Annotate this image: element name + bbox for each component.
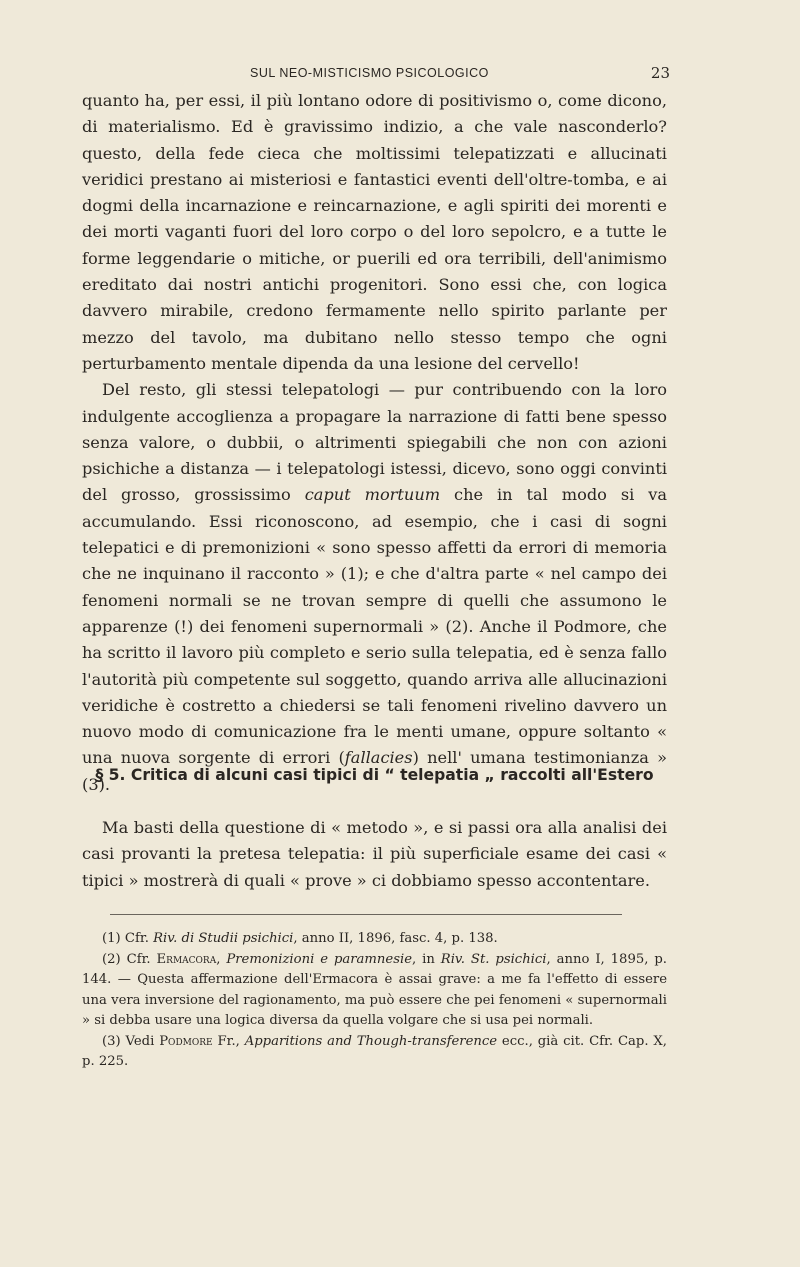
footnotes <box>82 929 667 1073</box>
footnote-divider <box>110 914 622 915</box>
footnote-2 <box>82 950 667 1032</box>
footnote-2-journal: Riv. St. psichici <box>440 951 547 967</box>
footnote-2-d: , anno I, 1895, p. 144. — Questa affermazione dell'Ermacora è assai grave: a me fa l'effetto di essere una vera inversione del ragionamento, ma può essere che pei fenomeni « supernormali » si debba usare una logica diversa da quella volgare che si usa pei normali. <box>82 951 667 1028</box>
footnote-3-a: (3) Vedi <box>102 1033 160 1049</box>
footnote-3-title: Apparitions and Though-transference <box>244 1033 498 1049</box>
footnote-1 <box>82 929 667 950</box>
footnote-3-c: ecc., già cit. Cfr. Cap. X, p. 225. <box>82 1033 667 1069</box>
footnote-2-author: Ermacora <box>156 951 217 967</box>
paragraph-1: quanto ha, per essi, il più lontano odore di positivismo o, come dicono, di materialismo. Ed è gravissimo indizio, a che vale nasconderlo? questo, della fede cieca che moltissimi telepatizzati e allucinati veridici prestano ai misteriosi e fantastici eventi dell'oltre-tomba, e ai dogmi della incarnazione e reincarnazione, e agli spiriti dei morenti e dei morti vaganti fuori del loro corpo o del loro sepolcro, e a tutte le forme leggendarie o mitiche, or puerili ed ora terribili, dell'animismo ereditato dai nostri antichi progenitori. Sono essi che, con logica davvero mirabile, credono fermamente nello spirito parlante per mezzo del tavolo, ma dubitano nello stesso tempo che ogni perturbamento mentale dipenda da una lesione del cervello! <box>82 91 667 373</box>
fallacies-term: fallacies <box>344 748 413 768</box>
page-header <box>82 66 670 86</box>
footnote-1-title: Riv. di Studii psichici <box>153 931 294 946</box>
paragraph-2-part-c: ) nell' umana testimonianza » (3). <box>82 748 667 794</box>
paragraph-2-part-b: che in tal modo si va accumulando. Essi riconoscono, ad esempio, che i casi di sogni telepatici e di premonizioni « sono spesso affetti da errori di memoria che ne inquinano il racconto » (1); e che d'altra parte « nel campo dei fenomeni normali se ne trovan sempre di quelli che assumono le apparenze (!) dei fenomeni supernormali » (2). Anche il Podmore, che ha scritto il lavoro più completo e serio sulla telepatia, ed è senza fallo l'autorità più competente sul soggetto, quando arriva alle allucinazioni veridiche è costretto a chiedersi se tali fenomeni rivelino davvero un nuovo modo di comunicazione fra le menti umane, oppure soltanto « una nuova sorgente di errori ( <box>82 485 667 768</box>
body-text <box>82 88 667 798</box>
paragraph-2-part-a: Del resto, gli stessi telepatologi — pur contribuendo con la loro indulgente accoglienza a propagare la narrazione di fatti bene spesso senza valore, o dubbii, o altrimenti spiegabili che non con azioni psichiche a distanza — i telepatologi istessi, dicevo, sono oggi convinti del grosso, grossissimo <box>82 380 667 505</box>
footnote-2-c: , in <box>412 951 441 967</box>
footnote-2-b: , <box>216 951 227 967</box>
footnote-1-b: , anno II, 1896, fasc. 4, p. 138. <box>293 931 498 946</box>
section-paragraph-text: Ma basti della questione di « metodo », e si passi ora alla analisi dei casi provanti la pretesa telepatia: il più superficiale esame dei casi « tipici » mostrerà di quali « prove » ci dobbiamo spesso accontentare. <box>82 818 667 890</box>
footnote-3-author: Podmore <box>159 1033 213 1049</box>
footnote-3 <box>82 1032 667 1073</box>
footnote-3-b: Fr., <box>212 1033 245 1049</box>
footnote-2-title: Premonizioni e paramnesie <box>226 951 413 967</box>
caput-mortuum-term: caput mortuum <box>304 485 441 505</box>
section-paragraph <box>82 815 667 894</box>
paragraph-2 <box>82 377 667 798</box>
footnote-1-a: (1) Cfr. <box>102 931 154 946</box>
section-heading: § 5. Critica di alcuni casi tipici di “ telepatia „ raccolti all'Estero <box>95 766 654 784</box>
running-title: SUL NEO-MISTICISMO PSICOLOGICO <box>250 66 489 80</box>
page-number: 23 <box>650 64 670 82</box>
footnote-2-a: (2) Cfr. <box>102 951 157 967</box>
